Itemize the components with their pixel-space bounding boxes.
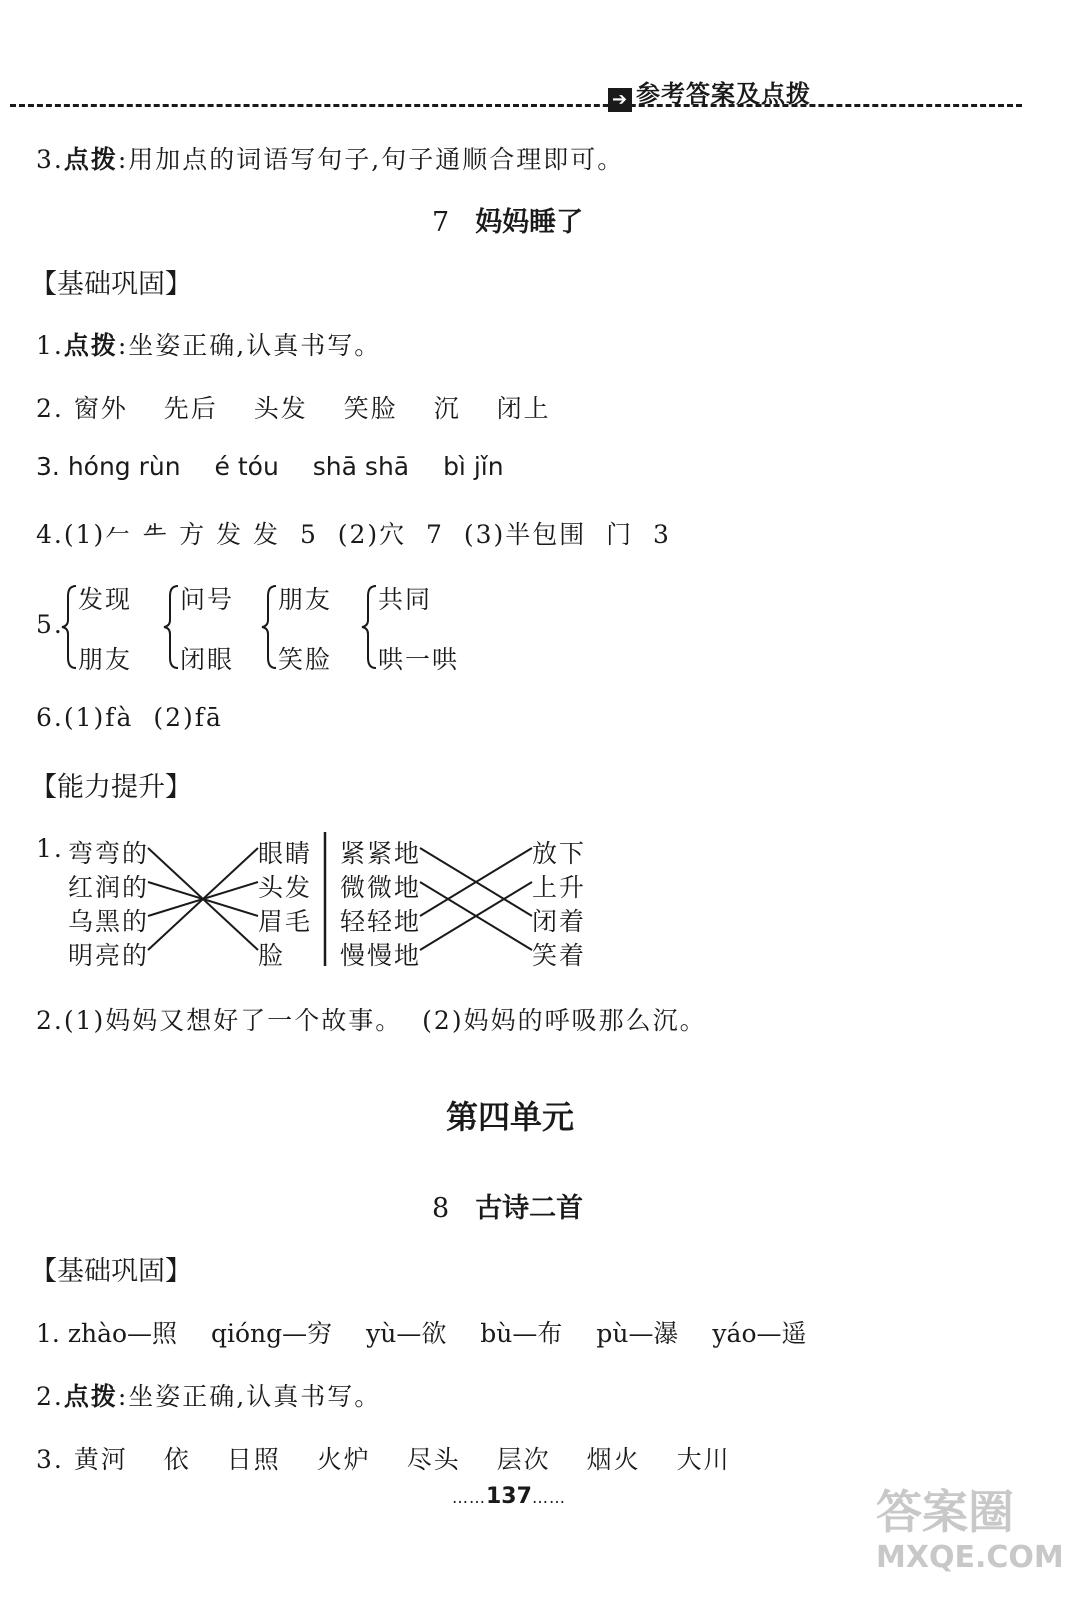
l7-basic-q4: 4.(1)𠂉 𠂒 方 发 发 5 (2)穴 7 (3)半包围 门 3 xyxy=(36,520,671,549)
lesson7-basic-heading: 【基础巩固】 xyxy=(30,269,192,300)
pinyin: é tóu xyxy=(214,452,279,481)
match-left: 红润的 xyxy=(68,873,150,902)
word: 大川 xyxy=(676,1445,731,1474)
match-left: 弯弯的 xyxy=(68,839,150,868)
pinyin-char: qióng—穷 xyxy=(211,1319,333,1348)
word: 笑脸 xyxy=(343,394,398,423)
l7-ability-q2: 2.(1)妈妈又想好了一个故事。 (2)妈妈的呼吸那么沉。 xyxy=(36,1006,707,1035)
q5-word: 共同 xyxy=(378,585,433,614)
pinyin: bì jǐn xyxy=(443,452,504,481)
pinyin-char: yáo—遥 xyxy=(712,1319,807,1348)
q5-word: 朋友 xyxy=(278,585,333,614)
word: 烟火 xyxy=(586,1445,641,1474)
word: 沉 xyxy=(433,394,461,423)
q5-word: 朋友 xyxy=(78,645,133,674)
header-label: ➔ 参考答案及点拨 xyxy=(608,74,811,112)
word: 闭上 xyxy=(496,394,551,423)
match-right: 脸 xyxy=(258,941,286,970)
l7-basic-q3: 3. hóng rùn é tóu shā shā bì jǐn xyxy=(36,452,504,481)
q5-word: 笑脸 xyxy=(278,645,333,674)
l7-basic-q6: 6.(1)fà (2)fā xyxy=(36,703,223,732)
l8-basic-q1: 1. zhào—照 qióng—穷 yù—欲 bù—布 pù—瀑 yáo—遥 xyxy=(36,1319,807,1348)
match-left: 明亮的 xyxy=(68,941,150,970)
page-number: ……137…… xyxy=(452,1484,566,1509)
match-right: 眉毛 xyxy=(258,907,313,936)
pinyin-char: yù—欲 xyxy=(366,1319,447,1348)
l8-basic-q2: 2.点拨:坐姿正确,认真书写。 xyxy=(36,1382,382,1411)
lesson8-title: 8 古诗二首 xyxy=(432,1193,584,1224)
q5-word: 问号 xyxy=(180,585,235,614)
match-right: 笑着 xyxy=(532,941,587,970)
word: 日照 xyxy=(226,1445,281,1474)
match-left: 轻轻地 xyxy=(340,907,422,936)
pinyin: shā shā xyxy=(312,452,410,481)
word: 先后 xyxy=(163,394,218,423)
pinyin-char: pù—瀑 xyxy=(596,1319,679,1348)
l7-ability-q1-matching xyxy=(36,830,596,970)
match-left: 紧紧地 xyxy=(340,839,422,868)
arrow-right-icon: ➔ xyxy=(608,88,632,112)
match-left: 乌黑的 xyxy=(68,907,150,936)
match-right: 头发 xyxy=(258,873,313,902)
match-right: 闭着 xyxy=(532,907,587,936)
pinyin-char: zhào—照 xyxy=(67,1319,178,1348)
word: 尽头 xyxy=(406,1445,461,1474)
lesson7-ability-heading: 【能力提升】 xyxy=(30,772,192,803)
pinyin: hóng rùn xyxy=(67,452,181,481)
word: 火炉 xyxy=(316,1445,371,1474)
q5-word: 哄一哄 xyxy=(378,645,460,674)
q5-num: 5. xyxy=(36,610,64,639)
q-num: 1. xyxy=(36,834,64,863)
match-right: 放下 xyxy=(532,839,587,868)
pinyin-char: bù—布 xyxy=(480,1319,563,1348)
word: 头发 xyxy=(253,394,308,423)
q5-word: 发现 xyxy=(78,585,133,614)
lesson8-basic-heading: 【基础巩固】 xyxy=(30,1256,192,1287)
watermark-logo: 答案圈 xyxy=(876,1485,1014,1539)
match-lines xyxy=(36,830,596,970)
l7-basic-q2: 2. 窗外 先后 头发 笑脸 沉 闭上 xyxy=(36,394,551,423)
header-dashed-divider xyxy=(10,104,1022,107)
lesson7-title: 7 妈妈睡了 xyxy=(432,207,584,238)
l7-basic-q5 xyxy=(36,580,516,680)
word: 层次 xyxy=(496,1445,551,1474)
word: 黄河 xyxy=(73,1445,128,1474)
prev-q3: 3.点拨:用加点的词语写句子,句子通顺合理即可。 xyxy=(36,145,625,174)
match-right: 上升 xyxy=(532,873,587,902)
q5-word: 闭眼 xyxy=(180,645,235,674)
match-right: 眼睛 xyxy=(258,839,313,868)
unit-title: 第四单元 xyxy=(446,1098,575,1136)
match-left: 微微地 xyxy=(340,873,422,902)
l8-basic-q3: 3. 黄河 依 日照 火炉 尽头 层次 烟火 大川 xyxy=(36,1445,731,1474)
word: 窗外 xyxy=(73,394,128,423)
l7-basic-q1: 1.点拨:坐姿正确,认真书写。 xyxy=(36,331,382,360)
watermark-url: MXQE.COM xyxy=(876,1540,1064,1575)
word: 依 xyxy=(163,1445,191,1474)
match-left: 慢慢地 xyxy=(340,941,422,970)
